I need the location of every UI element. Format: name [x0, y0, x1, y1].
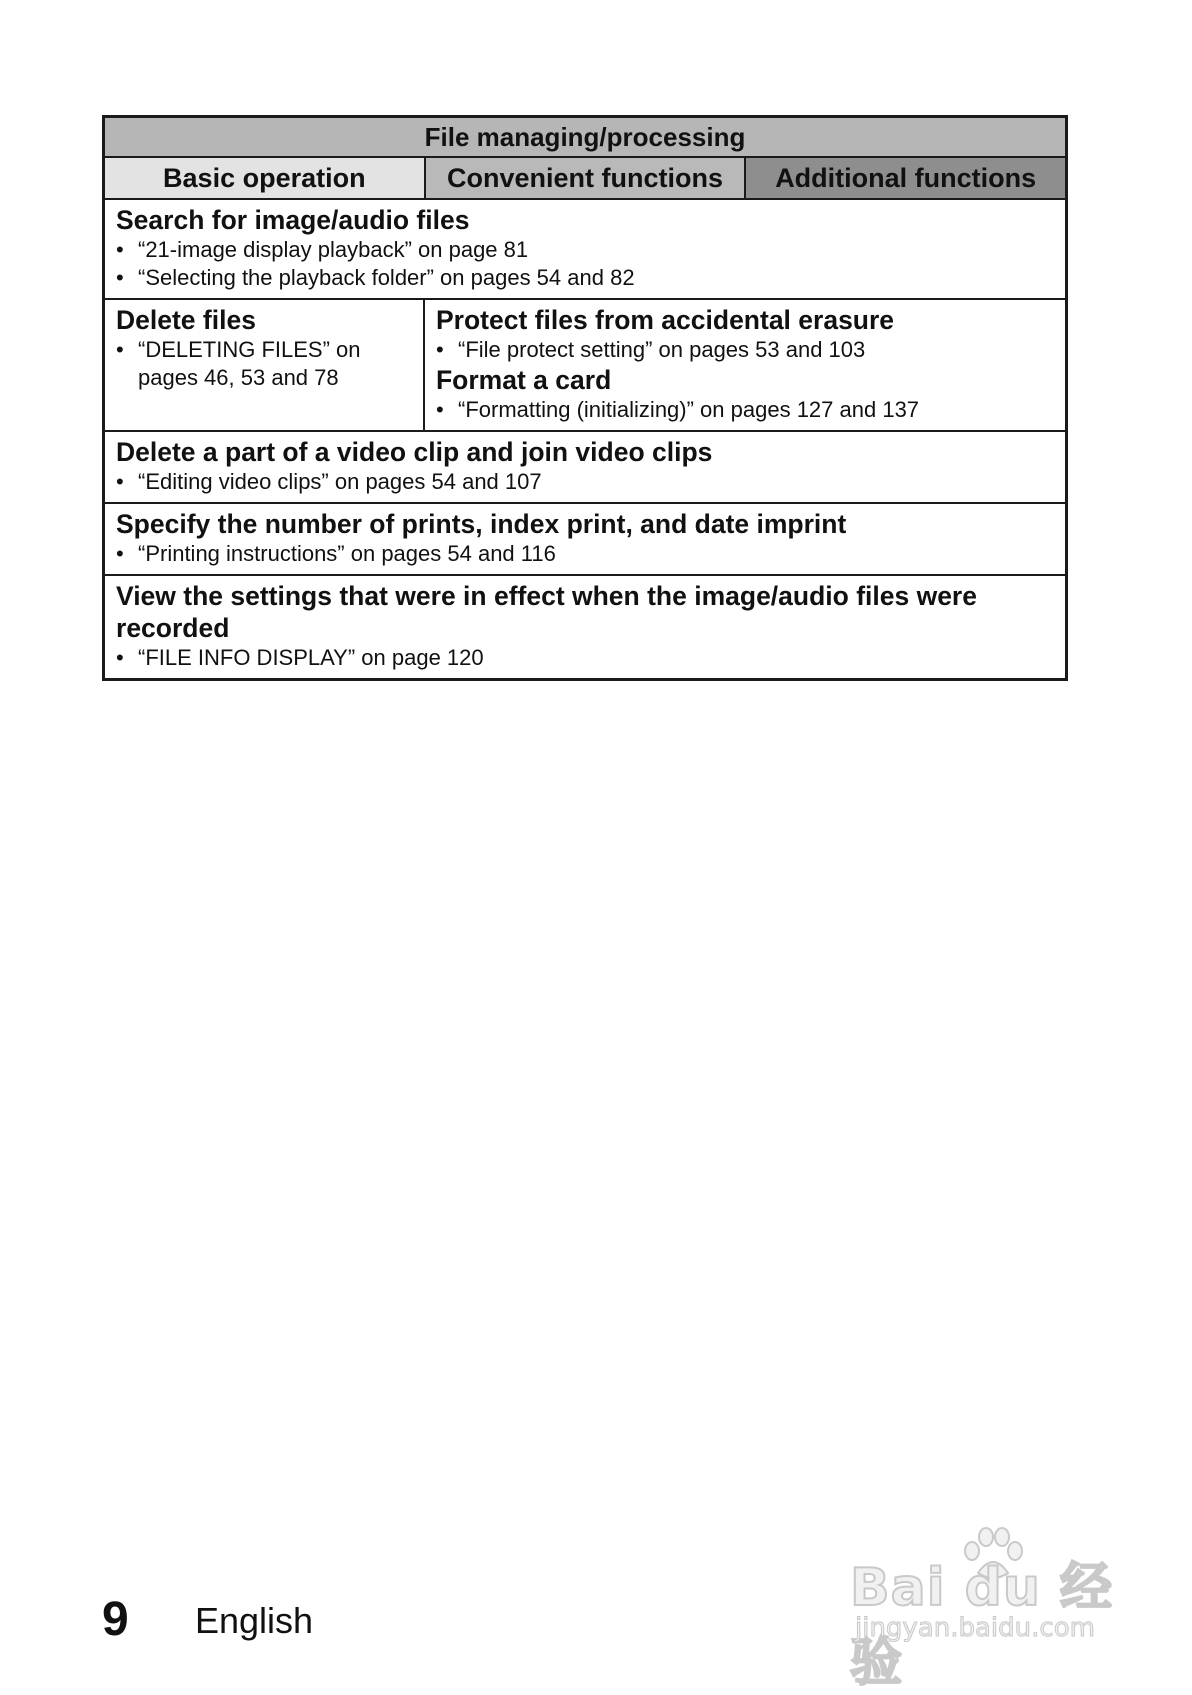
category-tabs-row — [105, 158, 1065, 200]
watermark-url: jingyan.baidu.com — [855, 1613, 1095, 1643]
table-row-video — [105, 432, 1065, 504]
settings-list — [116, 644, 1055, 672]
print-heading: Specify the number of prints, index print, and date imprint — [116, 509, 847, 539]
search-heading: Search for image/audio files — [116, 205, 470, 235]
protect-heading: Protect files from accidental erasure — [436, 305, 895, 335]
settings-heading: View the settings that were in effect when the image/audio files were recorded — [116, 581, 977, 643]
delete-heading: Delete files — [116, 305, 256, 335]
protect-format-cell — [425, 300, 1065, 430]
basic-operation-header: Basic operation — [105, 158, 426, 198]
list-item: • “Editing video clips” on pages 54 and 107 — [116, 468, 1055, 496]
format-list — [436, 396, 1055, 424]
table-row-settings — [105, 576, 1065, 678]
page-language: English — [195, 1600, 314, 1641]
settings-cell — [105, 576, 1065, 678]
delete-list — [116, 336, 413, 392]
table-row-delete-protect — [105, 300, 1065, 432]
video-heading: Delete a part of a video clip and join video clips — [116, 437, 713, 467]
search-list — [116, 236, 1055, 292]
search-cell — [105, 200, 1065, 298]
format-heading: Format a card — [436, 365, 612, 395]
protect-list — [436, 336, 1055, 364]
list-item: • “FILE INFO DISPLAY” on page 120 — [116, 644, 1055, 672]
table-title: File managing/processing — [424, 121, 746, 152]
baidu-watermark — [850, 1525, 1150, 1693]
list-item: • “DELETING FILES” on pages 46, 53 and 78 — [116, 336, 413, 392]
video-list — [116, 468, 1055, 496]
list-item: • “21-image display playback” on page 81 — [116, 236, 1055, 264]
additional-functions-header: Additional functions — [746, 158, 1065, 198]
table-row-print — [105, 504, 1065, 576]
print-list — [116, 540, 1055, 568]
page-number: 9 — [102, 1593, 129, 1646]
list-item: • “Formatting (initializing)” on pages 127 and 137 — [436, 396, 1055, 424]
table-row-search — [105, 200, 1065, 300]
file-managing-table — [102, 115, 1068, 681]
list-item: • “Printing instructions” on pages 54 and 116 — [116, 540, 1055, 568]
convenient-functions-header: Convenient functions — [426, 158, 747, 198]
print-cell — [105, 504, 1065, 574]
table-title-row — [105, 118, 1065, 158]
delete-cell — [105, 300, 425, 430]
list-item: • “File protect setting” on pages 53 and 103 — [436, 336, 1055, 364]
watermark-logo: Bai du 经验 — [850, 1558, 1113, 1693]
list-item: • “Selecting the playback folder” on pages 54 and 82 — [116, 264, 1055, 292]
video-cell — [105, 432, 1065, 502]
